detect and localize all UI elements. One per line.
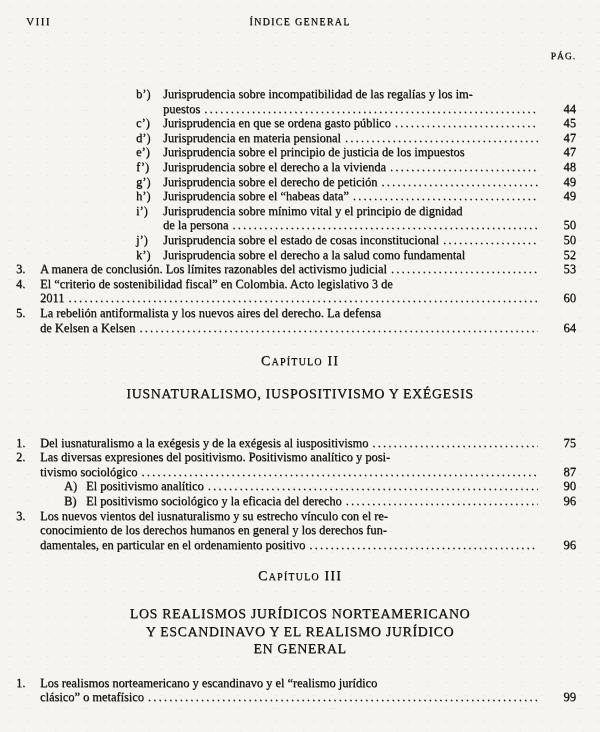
entry-marker: c’) — [136, 116, 150, 131]
toc-entry — [16, 262, 576, 277]
toc-entry-line — [16, 523, 576, 538]
dot-leader — [381, 175, 538, 190]
entry-text: Las diversas expresiones del positivismo. Positivismo analítico y posi- — [40, 450, 390, 465]
chapter-label: Capítulo II — [260, 354, 340, 370]
chapter-title-line: IUSNATURALISMO, IUSPOSITIVISMO Y EXÉGESIS — [126, 386, 474, 402]
entry-text: Los realismos norteamericano y escandinavo y el “realismo jurídico — [40, 675, 378, 690]
toc-entry — [16, 676, 576, 705]
page-number: 64 — [563, 320, 576, 335]
toc-entry-line — [16, 291, 576, 306]
toc-entry-line — [76, 233, 576, 248]
entry-text: El “criterio de sostenibilidad fiscal” en Colombia. Acto legislativo 3 de — [40, 276, 393, 291]
toc-entry — [16, 306, 576, 335]
dot-leader — [353, 189, 538, 204]
chapter-title-line: LOS REALISMOS JURÍDICOS NORTEAMERICANO — [129, 606, 471, 622]
toc-entry-line — [76, 248, 576, 263]
entry-marker: 2. — [16, 450, 26, 465]
page-number: 99 — [563, 690, 576, 705]
entry-text: A manera de conclusión. Los límites razonables del activismo judicial — [40, 262, 387, 277]
entry-marker: e’) — [136, 145, 150, 160]
page-number: 50 — [563, 232, 576, 247]
table-of-contents — [0, 87, 600, 705]
toc-entry-line — [76, 131, 576, 146]
page-number: 45 — [563, 116, 576, 131]
entry-marker: g’) — [136, 174, 151, 189]
entry-text: damentales, en particular en el ordenamiento positivo — [40, 537, 306, 552]
toc-entry — [16, 189, 576, 204]
page-number: 47 — [563, 130, 576, 145]
toc-entry — [16, 233, 576, 248]
toc-entry-line — [76, 204, 576, 219]
page-column-label: PÁG. — [550, 52, 576, 62]
entry-text: Jurisprudencia sobre el derecho a la vivienda — [163, 159, 386, 174]
entry-marker: 5. — [16, 305, 26, 320]
toc-entry-line — [76, 189, 576, 204]
toc-entry — [16, 175, 576, 190]
toc-entry — [16, 277, 576, 306]
toc-entry — [16, 87, 576, 116]
entry-marker: h’) — [136, 189, 151, 204]
dot-leader — [346, 494, 538, 509]
running-header-title: ÍNDICE GENERAL — [249, 17, 351, 28]
page-number: 60 — [563, 291, 576, 306]
toc-entry-line — [40, 479, 576, 494]
toc-entry-line — [16, 262, 576, 277]
dot-leader — [232, 218, 538, 233]
dot-leader — [68, 291, 538, 306]
dot-leader — [390, 160, 538, 175]
dot-leader — [141, 465, 538, 480]
toc-entry-line — [16, 465, 576, 480]
toc-entry-line — [16, 538, 576, 553]
entry-marker: 3. — [16, 508, 26, 523]
page-number: 52 — [563, 247, 576, 262]
toc-entry-line — [76, 218, 576, 233]
entry-marker: 1. — [16, 675, 26, 690]
toc-entry-line — [16, 321, 576, 336]
entry-marker: f’) — [136, 159, 150, 174]
entry-text: Jurisprudencia sobre incompatibilidad de las regalías y los im- — [163, 87, 473, 101]
page-number: 49 — [563, 189, 576, 204]
entry-text: Jurisprudencia sobre mínimo vital y el principio de dignidad — [163, 203, 463, 218]
dot-leader — [148, 690, 538, 705]
dot-leader — [372, 436, 538, 451]
entry-marker: d’) — [136, 130, 151, 145]
entry-marker: 4. — [16, 276, 26, 291]
entry-text: Jurisprudencia sobre el derecho a la salud como fundamental — [163, 247, 466, 262]
toc-entry-line — [16, 306, 576, 321]
page-number: 50 — [563, 218, 576, 233]
chapter-label: Capítulo III — [258, 569, 342, 585]
entry-marker: k’) — [136, 247, 151, 262]
toc-entry-list — [0, 676, 600, 705]
page-number: 96 — [563, 493, 576, 508]
page-number: 48 — [563, 159, 576, 174]
dot-leader — [204, 102, 538, 117]
page-number: 49 — [563, 174, 576, 189]
page-number: 96 — [563, 537, 576, 552]
toc-entry-line — [76, 87, 576, 102]
toc-entry-line — [40, 494, 576, 509]
toc-entry-line — [76, 175, 576, 190]
page-number: 47 — [563, 145, 576, 160]
chapter-title-line: EN GENERAL — [253, 641, 347, 657]
toc-entry — [16, 494, 576, 509]
entry-marker: A) — [64, 479, 78, 494]
toc-entry-line — [16, 450, 576, 465]
toc-entry — [16, 131, 576, 146]
entry-text: Los nuevos vientos del iusnaturalismo y su estrecho vínculo con el re- — [40, 508, 388, 523]
entry-text: Del iusnaturalismo a la exégesis y de la exégesis al iuspositivismo — [40, 435, 369, 450]
chapter-title-line: Y ESCANDINAVO Y EL REALISMO JURÍDICO — [145, 623, 455, 639]
dot-leader — [139, 321, 538, 336]
dot-leader — [345, 131, 538, 146]
entry-text: conocimiento de los derechos humanos en general y los derechos fun- — [40, 523, 387, 538]
chapter-title — [0, 385, 600, 403]
folio-number: VIII — [26, 16, 51, 28]
entry-text: de Kelsen a Kelsen — [40, 320, 136, 335]
entry-text: clásico” o metafísico — [40, 690, 144, 705]
dot-leader — [208, 479, 538, 494]
toc-entry-line — [76, 145, 576, 160]
entry-text: de la persona — [163, 218, 229, 233]
toc-entry-line — [16, 690, 576, 705]
entry-marker: i’) — [136, 203, 148, 218]
page-number: 75 — [563, 435, 576, 450]
entry-marker: j’) — [136, 232, 148, 247]
toc-entry — [16, 479, 576, 494]
toc-entry-line — [16, 436, 576, 451]
entry-text: El positivismo sociológico y la eficacia del derecho — [86, 493, 342, 508]
toc-entry-line — [16, 509, 576, 524]
toc-entry-line — [76, 116, 576, 131]
toc-entry-list — [0, 436, 600, 553]
running-header — [0, 0, 600, 30]
entry-text: Jurisprudencia sobre el principio de justicia de los impuestos — [163, 145, 465, 160]
toc-entry — [16, 204, 576, 233]
toc-entry — [16, 450, 576, 479]
chapter-heading — [0, 568, 600, 658]
entry-text: La rebelión antiformalista y los nuevos aires del derecho. La defensa — [40, 305, 381, 320]
chapter-title — [0, 605, 600, 658]
dot-leader — [443, 233, 538, 248]
toc-entry-line — [76, 102, 576, 117]
page-number: 44 — [563, 101, 576, 116]
dot-leader — [391, 262, 538, 277]
entry-marker: 1. — [16, 435, 26, 450]
chapter-heading — [0, 353, 600, 403]
entry-text: Jurisprudencia sobre el estado de cosas inconstitucional — [163, 232, 439, 247]
toc-entry-line — [16, 676, 576, 691]
dot-leader — [395, 116, 538, 131]
toc-entry-line — [76, 160, 576, 175]
entry-text: tivismo sociológico — [40, 464, 138, 479]
entry-text: 2011 — [40, 291, 65, 306]
page-number: 90 — [563, 479, 576, 494]
toc-entry — [16, 145, 576, 160]
toc-entry — [16, 436, 576, 451]
entry-marker: 3. — [16, 262, 26, 277]
toc-entry-list — [0, 87, 600, 335]
page-number: 87 — [563, 464, 576, 479]
entry-marker: B) — [64, 493, 77, 508]
page-number: 53 — [563, 262, 576, 277]
entry-text: puestos — [163, 101, 201, 116]
toc-entry — [16, 116, 576, 131]
dot-leader — [309, 538, 538, 553]
entry-text: Jurisprudencia en materia pensional — [163, 130, 341, 145]
toc-entry — [16, 160, 576, 175]
entry-marker: b’) — [136, 87, 151, 101]
entry-text: Jurisprudencia sobre el derecho de petición — [163, 174, 378, 189]
entry-text: Jurisprudencia sobre el “habeas data” — [163, 189, 349, 204]
toc-entry — [16, 509, 576, 553]
toc-entry-line — [16, 277, 576, 292]
entry-text: El positivismo analítico — [86, 479, 204, 494]
toc-entry — [16, 248, 576, 263]
entry-text: Jurisprudencia en que se ordena gasto público — [163, 116, 391, 131]
